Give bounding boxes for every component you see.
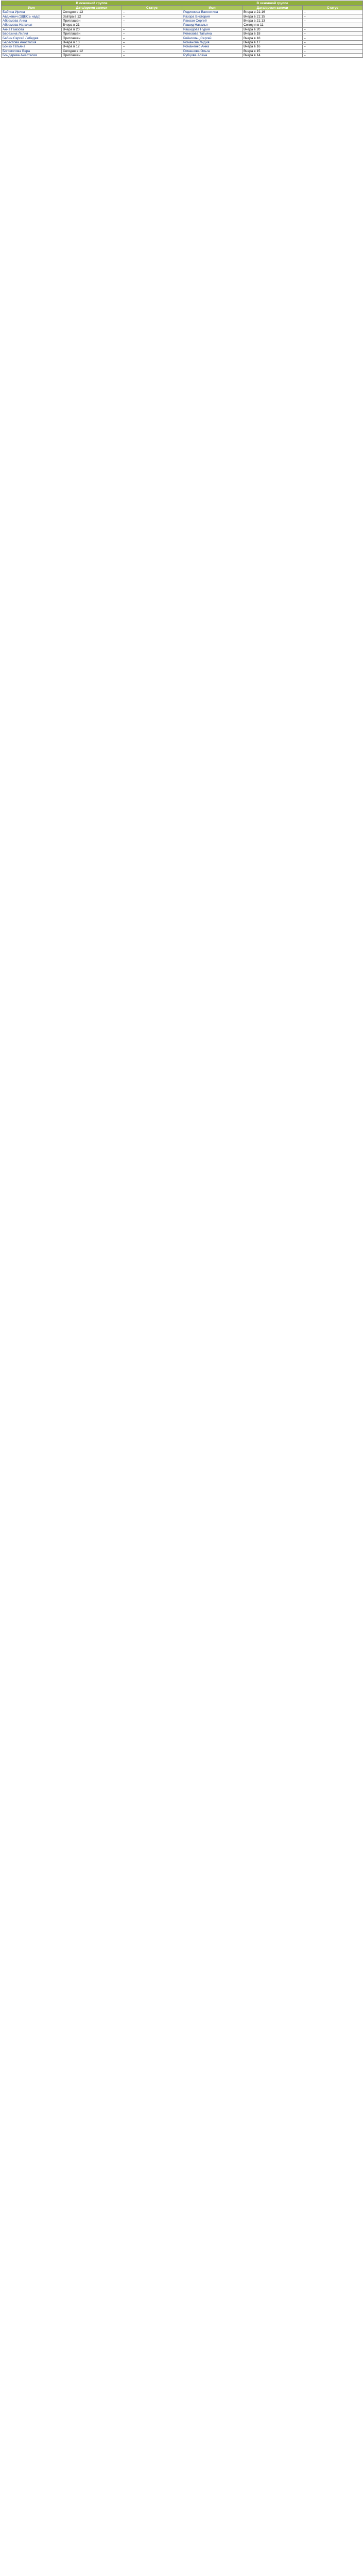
name-right-cell[interactable]: Родионова Валентина	[182, 10, 242, 14]
col-name-left: Имя	[2, 6, 62, 10]
date-left-cell: Приглашен	[62, 36, 122, 40]
table-row	[2, 10, 363, 14]
name-left-cell[interactable]: Берестова Анастасия	[2, 40, 62, 44]
date-left-cell: Сегодня в 13	[62, 10, 122, 14]
status-left-cell: –	[122, 10, 182, 14]
status-right-cell: –	[303, 36, 363, 40]
name-left-cell[interactable]: Анна Гамзова	[2, 27, 62, 31]
col-date-left: Дата/время записи	[62, 6, 122, 10]
col-status-right: Статус	[303, 6, 363, 10]
group-left-header: В основной группе	[2, 1, 182, 6]
date-right-cell: Вчера в 20	[242, 27, 303, 31]
name-left-cell[interactable]: Бабина Ирина	[2, 10, 62, 14]
status-left-cell: –	[122, 14, 182, 19]
name-left-cell[interactable]: Березина Лилия	[2, 31, 62, 36]
date-right-cell: Вчера в 21:15	[242, 14, 303, 19]
status-left-cell: –	[122, 49, 182, 53]
date-left-cell: Приглашен	[62, 31, 122, 36]
name-left-cell[interactable]: Авдиевич (ЗДЕСЬ надо)	[2, 14, 62, 19]
status-right-cell: –	[303, 45, 363, 49]
date-right-cell: Вчера в 17	[242, 40, 303, 44]
status-right-cell: –	[303, 40, 363, 44]
status-left-cell: –	[122, 19, 182, 23]
table-row	[2, 14, 363, 19]
date-left-cell: Вчера в 12	[62, 45, 122, 49]
status-right-cell: –	[303, 10, 363, 14]
col-status-left: Статус	[122, 6, 182, 10]
name-right-cell[interactable]: Рейнгольц Сергей	[182, 36, 242, 40]
date-right-cell: Вчера в 16	[242, 45, 303, 49]
table-row	[2, 53, 363, 57]
date-left-cell: Завтра в 12	[62, 14, 122, 19]
col-date-right: Дата/время записи	[242, 6, 303, 10]
table-row	[2, 27, 363, 31]
appointments-table	[1, 1, 363, 58]
date-left-cell: Сегодня в 12	[62, 49, 122, 53]
date-left-cell: Приглашен	[62, 19, 122, 23]
name-left-cell[interactable]: Бойко Татьяна	[2, 45, 62, 49]
status-right-cell: –	[303, 27, 363, 31]
table-row	[2, 40, 363, 44]
table-row	[2, 45, 363, 49]
status-right-cell: –	[303, 49, 363, 53]
schedule-page	[0, 0, 364, 58]
name-left-cell[interactable]: Бабин Сергей Лебедев	[2, 36, 62, 40]
name-right-cell[interactable]: Разора Виктория	[182, 14, 242, 19]
name-right-cell[interactable]: Рашидова Нурия	[182, 27, 242, 31]
table-row	[2, 36, 363, 40]
name-right-cell[interactable]: Ремизова Татьяна	[182, 31, 242, 36]
name-right-cell[interactable]: Рамзан Сергей	[182, 19, 242, 23]
status-left-cell: –	[122, 27, 182, 31]
status-right-cell: –	[303, 14, 363, 19]
name-left-cell[interactable]: Абрамова Анна	[2, 19, 62, 23]
status-left-cell: –	[122, 31, 182, 36]
status-left-cell: –	[122, 40, 182, 44]
date-left-cell: Вчера в 21	[62, 23, 122, 27]
status-right-cell: –	[303, 53, 363, 57]
table-body	[2, 10, 363, 58]
date-right-cell: Сегодня в 11	[242, 23, 303, 27]
date-right-cell: Вчера в 15	[242, 49, 303, 53]
date-right-cell: Вчера в 21:13	[242, 19, 303, 23]
name-left-cell[interactable]: Абрамова Наталья	[2, 23, 62, 27]
date-right-cell: Вчера в 14	[242, 53, 303, 57]
table-row	[2, 23, 363, 27]
table-row	[2, 49, 363, 53]
status-right-cell: –	[303, 23, 363, 27]
table-row	[2, 31, 363, 36]
name-right-cell[interactable]: Романенко Анна	[182, 45, 242, 49]
status-right-cell: –	[303, 31, 363, 36]
date-right-cell: Вчера в 21:16	[242, 10, 303, 14]
status-left-cell: –	[122, 53, 182, 57]
status-left-cell: –	[122, 23, 182, 27]
date-left-cell: Приглашен	[62, 53, 122, 57]
status-left-cell: –	[122, 45, 182, 49]
column-header-row	[2, 6, 363, 10]
name-right-cell[interactable]: Рашид Наталья	[182, 23, 242, 27]
col-name-right: Имя	[182, 6, 242, 10]
status-right-cell: –	[303, 19, 363, 23]
group-header-row	[2, 1, 363, 6]
date-left-cell: Вчера в 13	[62, 40, 122, 44]
name-right-cell[interactable]: Ромашова Ольга	[182, 49, 242, 53]
name-left-cell[interactable]: Богомолова Вера	[2, 49, 62, 53]
date-right-cell: Вчера в 18	[242, 36, 303, 40]
table-row	[2, 19, 363, 23]
group-right-header: В основной группе	[182, 1, 363, 6]
name-right-cell[interactable]: Романова Лидия	[182, 40, 242, 44]
date-left-cell: Вчера в 20	[62, 27, 122, 31]
name-right-cell[interactable]: Рубцова Алёна	[182, 53, 242, 57]
name-left-cell[interactable]: Бондарева Анастасия	[2, 53, 62, 57]
date-right-cell: Вчера в 18	[242, 31, 303, 36]
status-left-cell: –	[122, 36, 182, 40]
